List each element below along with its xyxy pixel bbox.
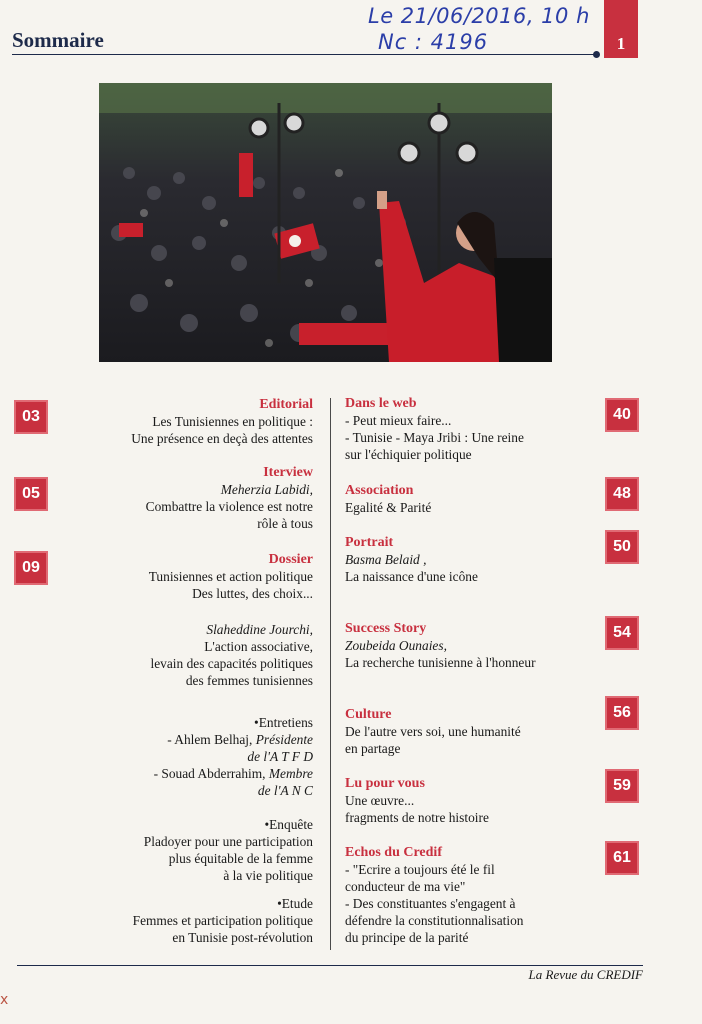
page-title: Sommaire — [12, 28, 104, 52]
article-line: Des luttes, des choix... — [192, 586, 313, 601]
article-line: sur l'échiquier politique — [345, 447, 472, 462]
article-line: Pladoyer pour une participation — [143, 834, 313, 849]
subsection-title: •Entretiens — [254, 715, 313, 730]
article-line: levain des capacités politiques — [150, 656, 313, 671]
section-title: Association — [345, 483, 414, 498]
article-line: - Des constituantes s'engagent à — [345, 896, 516, 911]
article-line: - Tunisie - Maya Jribi : Une reine — [345, 430, 524, 445]
page-badge: 03 — [14, 400, 48, 434]
article-line: La naissance d'une icône — [345, 569, 478, 584]
page-badge: 59 — [605, 769, 639, 803]
page-badge: 09 — [14, 551, 48, 585]
article-line: conducteur de ma vie" — [345, 879, 466, 894]
article-line: Tunisiennes et action politique — [148, 569, 313, 584]
article-line: fragments de notre histoire — [345, 810, 489, 825]
article-line: en Tunisie post-révolution — [172, 930, 313, 945]
article-author: Slaheddine Jourchi, — [206, 622, 313, 637]
section-title: Iterview — [263, 465, 313, 480]
header-rule-dot — [593, 51, 600, 58]
article-line: La recherche tunisienne à l'honneur — [345, 655, 536, 670]
section-title: Lu pour vous — [345, 776, 425, 791]
article-line: Une présence en deçà des attentes — [131, 431, 313, 446]
article-line: Egalité & Parité — [345, 500, 432, 515]
section-title: Success Story — [345, 621, 427, 636]
section-title: Echos du Credif — [345, 845, 442, 860]
article-line: Les Tunisiennes en politique : — [152, 414, 313, 429]
interviewee-org: de l'A N C — [257, 783, 313, 798]
article-line: Une œuvre... — [345, 793, 415, 808]
page-badge: 05 — [14, 477, 48, 511]
subsection-title: •Etude — [277, 896, 313, 911]
article-line: plus équitable de la femme — [168, 851, 313, 866]
interviewee-name: - Souad Abderrahim, — [153, 766, 266, 781]
section-title: Portrait — [345, 535, 394, 550]
article-line: - Peut mieux faire... — [345, 413, 452, 428]
footer-title: La Revue du CREDIF — [528, 967, 643, 982]
column-divider — [330, 398, 331, 950]
article-line: du principe de la parité — [345, 930, 469, 945]
interviewee-role: Présidente — [255, 732, 313, 747]
article-line: L'action associative, — [204, 639, 313, 654]
article-author: Basma Belaid , — [345, 552, 427, 567]
interviewee-role: Membre — [268, 766, 313, 781]
page-badge: 50 — [605, 530, 639, 564]
article-line: De l'autre vers soi, une humanité — [345, 724, 521, 739]
article-author: Meherzia Labidi, — [220, 482, 313, 497]
article-line: des femmes tunisiennes — [185, 673, 313, 688]
article-line: à la vie politique — [223, 868, 313, 883]
interviewee-org: de l'A T F D — [247, 749, 313, 764]
page-badge: 54 — [605, 616, 639, 650]
article-line: Femmes et participation politique — [132, 913, 313, 928]
section-title: Dans le web — [345, 396, 417, 411]
subsection-title: •Enquête — [264, 817, 313, 832]
page-number-badge: 1 — [604, 0, 638, 58]
page-badge: 48 — [605, 477, 639, 511]
crowd-protest-photo — [99, 83, 552, 362]
section-title: Culture — [345, 707, 392, 722]
article-author: Zoubeida Ounaies, — [345, 638, 447, 653]
interviewee-name: - Ahlem Belhaj, — [167, 732, 253, 747]
section-title: Editorial — [259, 397, 313, 412]
page-badge: 40 — [605, 398, 639, 432]
footer-rule — [17, 965, 643, 966]
handwritten-reference: Nc : 4196 — [378, 30, 489, 54]
page-badge: 61 — [605, 841, 639, 875]
article-line: - "Ecrire a toujours été le fil — [345, 862, 495, 877]
section-title: Dossier — [268, 552, 313, 567]
page-badge: 56 — [605, 696, 639, 730]
article-line: défendre la constitutionnalisation — [345, 913, 524, 928]
handwritten-date: Le 21/06/2016, 10 h — [368, 4, 590, 28]
header-rule — [12, 54, 598, 55]
article-line: en partage — [345, 741, 401, 756]
article-line: Combattre la violence est notre — [145, 499, 313, 514]
article-line: rôle à tous — [257, 516, 313, 531]
pen-mark-icon: x — [0, 992, 9, 1008]
